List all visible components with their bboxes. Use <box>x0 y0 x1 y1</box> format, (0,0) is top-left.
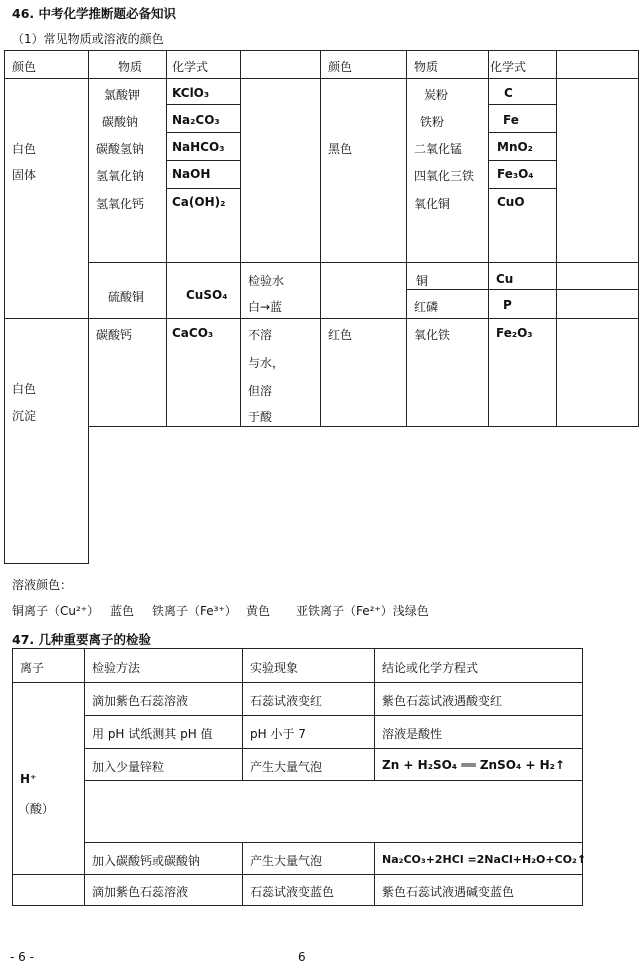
section-46-title: 46. 中考化学推断题必备知识 <box>12 6 176 21</box>
grid-line <box>4 50 638 51</box>
header-formula-left: 化学式 <box>172 60 209 74</box>
substance-name: 氧化铁 <box>414 328 451 342</box>
section-47-title: 47. 几种重要离子的检验 <box>12 632 151 647</box>
substance-name: 红磷 <box>414 300 439 314</box>
substance-formula: NaOH <box>172 167 211 181</box>
header-formula-right: 化学式 <box>490 60 527 74</box>
header-phenomenon: 实验现象 <box>250 661 299 675</box>
substance-name: 氢氧化钠 <box>96 169 145 183</box>
grid-line <box>406 289 638 290</box>
section-46-subtitle: （1）常见物质或溶液的颜色 <box>12 32 164 46</box>
substance-name: 炭粉 <box>424 88 449 102</box>
substance-name: 铜 <box>416 274 429 288</box>
grid-line <box>12 648 13 906</box>
solution-iron3: 铁离子（Fe³⁺） <box>152 604 237 618</box>
grid-line <box>4 563 89 564</box>
grid-line <box>166 160 240 161</box>
note-line: 于酸 <box>248 410 273 424</box>
grid-line <box>166 104 240 105</box>
substance-formula: Fe₃O₄ <box>497 167 534 181</box>
substance-name: 铁粉 <box>420 115 445 129</box>
grid-line <box>374 842 375 906</box>
color-label-precipitate: 沉淀 <box>12 409 37 423</box>
substance-formula: MnO₂ <box>497 140 533 154</box>
test-conclusion: 紫色石蕊试液遇碱变蓝色 <box>382 885 515 899</box>
grid-line <box>88 50 89 564</box>
test-method: 加入碳酸钙或碳酸钠 <box>92 854 201 868</box>
grid-line <box>4 50 5 564</box>
grid-line <box>84 648 85 906</box>
grid-line <box>12 905 582 906</box>
test-phenomenon: 石蕊试液变蓝色 <box>250 885 335 899</box>
substance-formula: Cu <box>496 272 514 286</box>
grid-line <box>166 132 240 133</box>
substance-formula: CuSO₄ <box>186 288 228 302</box>
test-conclusion: 溶液是酸性 <box>382 727 443 741</box>
test-conclusion: 紫色石蕊试液遇酸变红 <box>382 694 503 708</box>
substance-name: 碳酸钙 <box>96 328 133 342</box>
grid-line <box>84 842 582 843</box>
substance-name: 二氧化锰 <box>414 142 463 156</box>
substance-formula: CaCO₃ <box>172 326 214 340</box>
grid-line <box>12 682 582 683</box>
grid-line <box>488 50 489 427</box>
substance-name: 硫酸铜 <box>108 290 145 304</box>
solution-title: 溶液颜色： <box>12 578 73 592</box>
test-method: 加入少量锌粒 <box>92 760 165 774</box>
solution-iron2: 亚铁离子（Fe²⁺）浅绿色 <box>296 604 429 618</box>
grid-line <box>488 160 556 161</box>
color-label-solid: 固体 <box>12 168 37 182</box>
grid-line <box>638 50 639 427</box>
ion-acid-label: （酸） <box>18 802 55 816</box>
substance-formula: KClO₃ <box>172 86 210 100</box>
grid-line <box>242 648 243 781</box>
header-conclusion: 结论或化学方程式 <box>382 661 479 675</box>
color-label-white: 白色 <box>12 382 37 396</box>
test-method: 用 pH 试纸测其 pH 值 <box>92 727 213 741</box>
solution-copper-color: 蓝色 <box>110 604 135 618</box>
test-method: 滴加紫色石蕊溶液 <box>92 885 189 899</box>
test-phenomenon: 产生大量气泡 <box>250 854 323 868</box>
grid-line <box>4 78 638 79</box>
header-substance-left: 物质 <box>118 60 143 74</box>
grid-line <box>582 648 583 906</box>
substance-formula: Fe₂O₃ <box>496 326 533 340</box>
substance-formula: C <box>504 86 513 100</box>
header-color-left: 颜色 <box>12 60 37 74</box>
substance-formula: NaHCO₃ <box>172 140 225 154</box>
header-color-right: 颜色 <box>328 60 353 74</box>
header-method: 检验方法 <box>92 661 141 675</box>
color-label-black: 黑色 <box>328 142 353 156</box>
grid-line <box>556 50 557 427</box>
color-label-red: 红色 <box>328 328 353 342</box>
note-line: 与水， <box>248 356 285 370</box>
substance-formula: Na₂CO₃ <box>172 113 220 127</box>
substance-formula: CuO <box>497 195 525 209</box>
note-line: 但溶 <box>248 384 273 398</box>
grid-line <box>374 648 375 781</box>
test-conclusion: Na₂CO₃+2HCl =2NaCl+H₂O+CO₂↑ <box>382 853 587 866</box>
note-line: 不溶 <box>248 328 273 342</box>
substance-name: 氯酸钾 <box>104 88 141 102</box>
note-line: 白→蓝 <box>248 300 283 314</box>
grid-line <box>488 188 556 189</box>
grid-line <box>166 188 240 189</box>
grid-line <box>84 748 582 749</box>
grid-line <box>320 50 321 427</box>
note-line: 检验水 <box>248 274 285 288</box>
grid-line <box>240 50 241 427</box>
color-label-white: 白色 <box>12 142 37 156</box>
substance-name: 碳酸氢钠 <box>96 142 145 156</box>
substance-formula: Ca(OH)₂ <box>172 195 226 209</box>
grid-line <box>84 780 582 781</box>
test-method: 滴加紫色石蕊溶液 <box>92 694 189 708</box>
test-conclusion: Zn + H₂SO₄ ══ ZnSO₄ + H₂↑ <box>382 758 565 772</box>
ion-h-plus: H⁺ <box>20 772 37 786</box>
grid-line <box>488 132 556 133</box>
header-ion: 离子 <box>20 661 45 675</box>
solution-iron3-color: 黄色 <box>246 604 271 618</box>
page-footer-left: - 6 - <box>10 950 34 964</box>
grid-line <box>12 874 582 875</box>
grid-line <box>12 648 582 649</box>
grid-line <box>84 715 582 716</box>
header-substance-right: 物质 <box>414 60 439 74</box>
grid-line <box>488 104 556 105</box>
substance-formula: P <box>503 298 512 312</box>
test-phenomenon: 产生大量气泡 <box>250 760 323 774</box>
substance-formula: Fe <box>503 113 519 127</box>
page-number: 6 <box>298 950 306 964</box>
grid-line <box>406 50 407 427</box>
grid-line <box>166 50 167 427</box>
substance-name: 四氧化三铁 <box>414 169 475 183</box>
substance-name: 氢氧化钙 <box>96 197 145 211</box>
solution-copper: 铜离子（Cu²⁺） <box>12 604 100 618</box>
substance-name: 氧化铜 <box>414 197 451 211</box>
substance-name: 碳酸钠 <box>102 115 139 129</box>
test-phenomenon: 石蕊试液变红 <box>250 694 323 708</box>
grid-line <box>242 842 243 906</box>
grid-line <box>4 318 638 319</box>
test-phenomenon: pH 小于 7 <box>250 727 306 741</box>
